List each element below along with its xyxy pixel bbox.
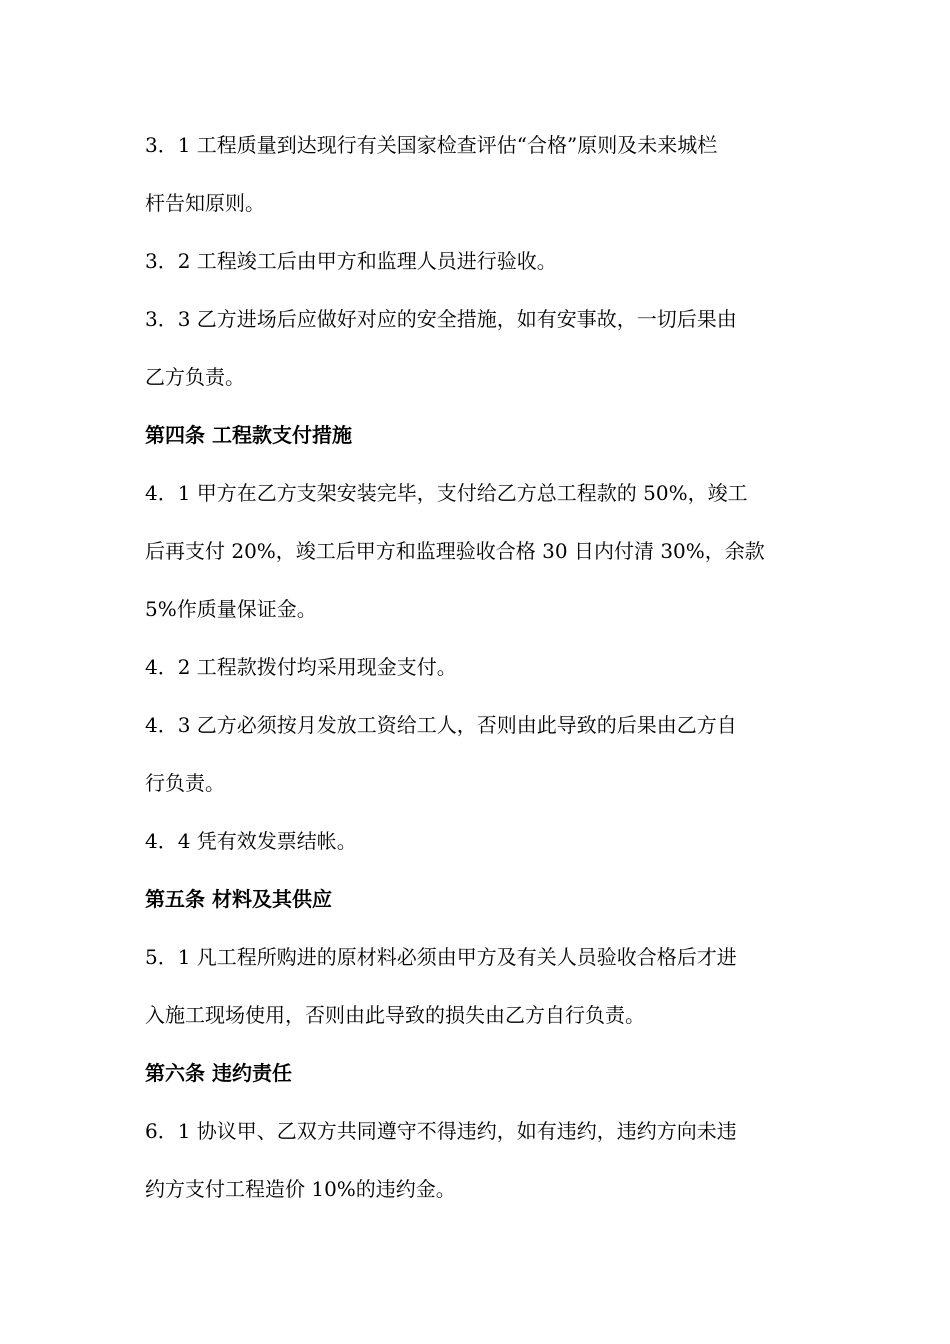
document-body (145, 116, 810, 1218)
clause-5-1-line-2: 入施工现场使用，否则由此导致的损失由乙方自行负责。 (145, 1003, 645, 1027)
clause-4-3-line-1: 4．3 乙方必须按月发放工资给工人，否则由此导致的后果由乙方自 (145, 713, 737, 737)
clause-4-3-line-2: 行负责。 (145, 771, 225, 795)
clause-4-2: 4．2 工程款拨付均采用现金支付。 (145, 655, 457, 679)
article-6-heading: 第六条 违约责任 (145, 1061, 292, 1085)
clause-6-1-line-1: 6．1 协议甲、乙双方共同遵守不得违约，如有违约，违约方向未违 (145, 1119, 737, 1143)
article-4-heading: 第四条 工程款支付措施 (145, 423, 352, 447)
clause-5-1-line-1: 5．1 凡工程所购进的原材料必须由甲方及有关人员验收合格后才进 (145, 945, 737, 969)
clause-4-1-line-1: 4．1 甲方在乙方支架安装完毕，支付给乙方总工程款的 50%，竣工 (145, 481, 748, 505)
clause-3-3-line-2: 乙方负责。 (145, 365, 245, 389)
clause-3-1-line-2: 杆告知原则。 (145, 191, 265, 215)
clause-3-2: 3．2 工程竣工后由甲方和监理人员进行验收。 (145, 249, 557, 273)
clause-3-3-line-1: 3．3 乙方进场后应做好对应的安全措施，如有安事故，一切后果由 (145, 307, 737, 331)
clause-3-1-line-1: 3．1 工程质量到达现行有关国家检查评估“合格”原则及未来城栏 (145, 133, 718, 157)
clause-6-1-line-2: 约方支付工程造价 10%的违约金。 (145, 1177, 456, 1201)
clause-4-1-line-2: 后再支付 20%，竣工后甲方和监理验收合格 30 日内付清 30%，余款 (145, 539, 765, 563)
clause-4-4: 4．4 凭有效发票结帐。 (145, 829, 357, 853)
clause-4-1-line-3: 5%作质量保证金。 (145, 597, 317, 621)
article-5-heading: 第五条 材料及其供应 (145, 887, 332, 911)
